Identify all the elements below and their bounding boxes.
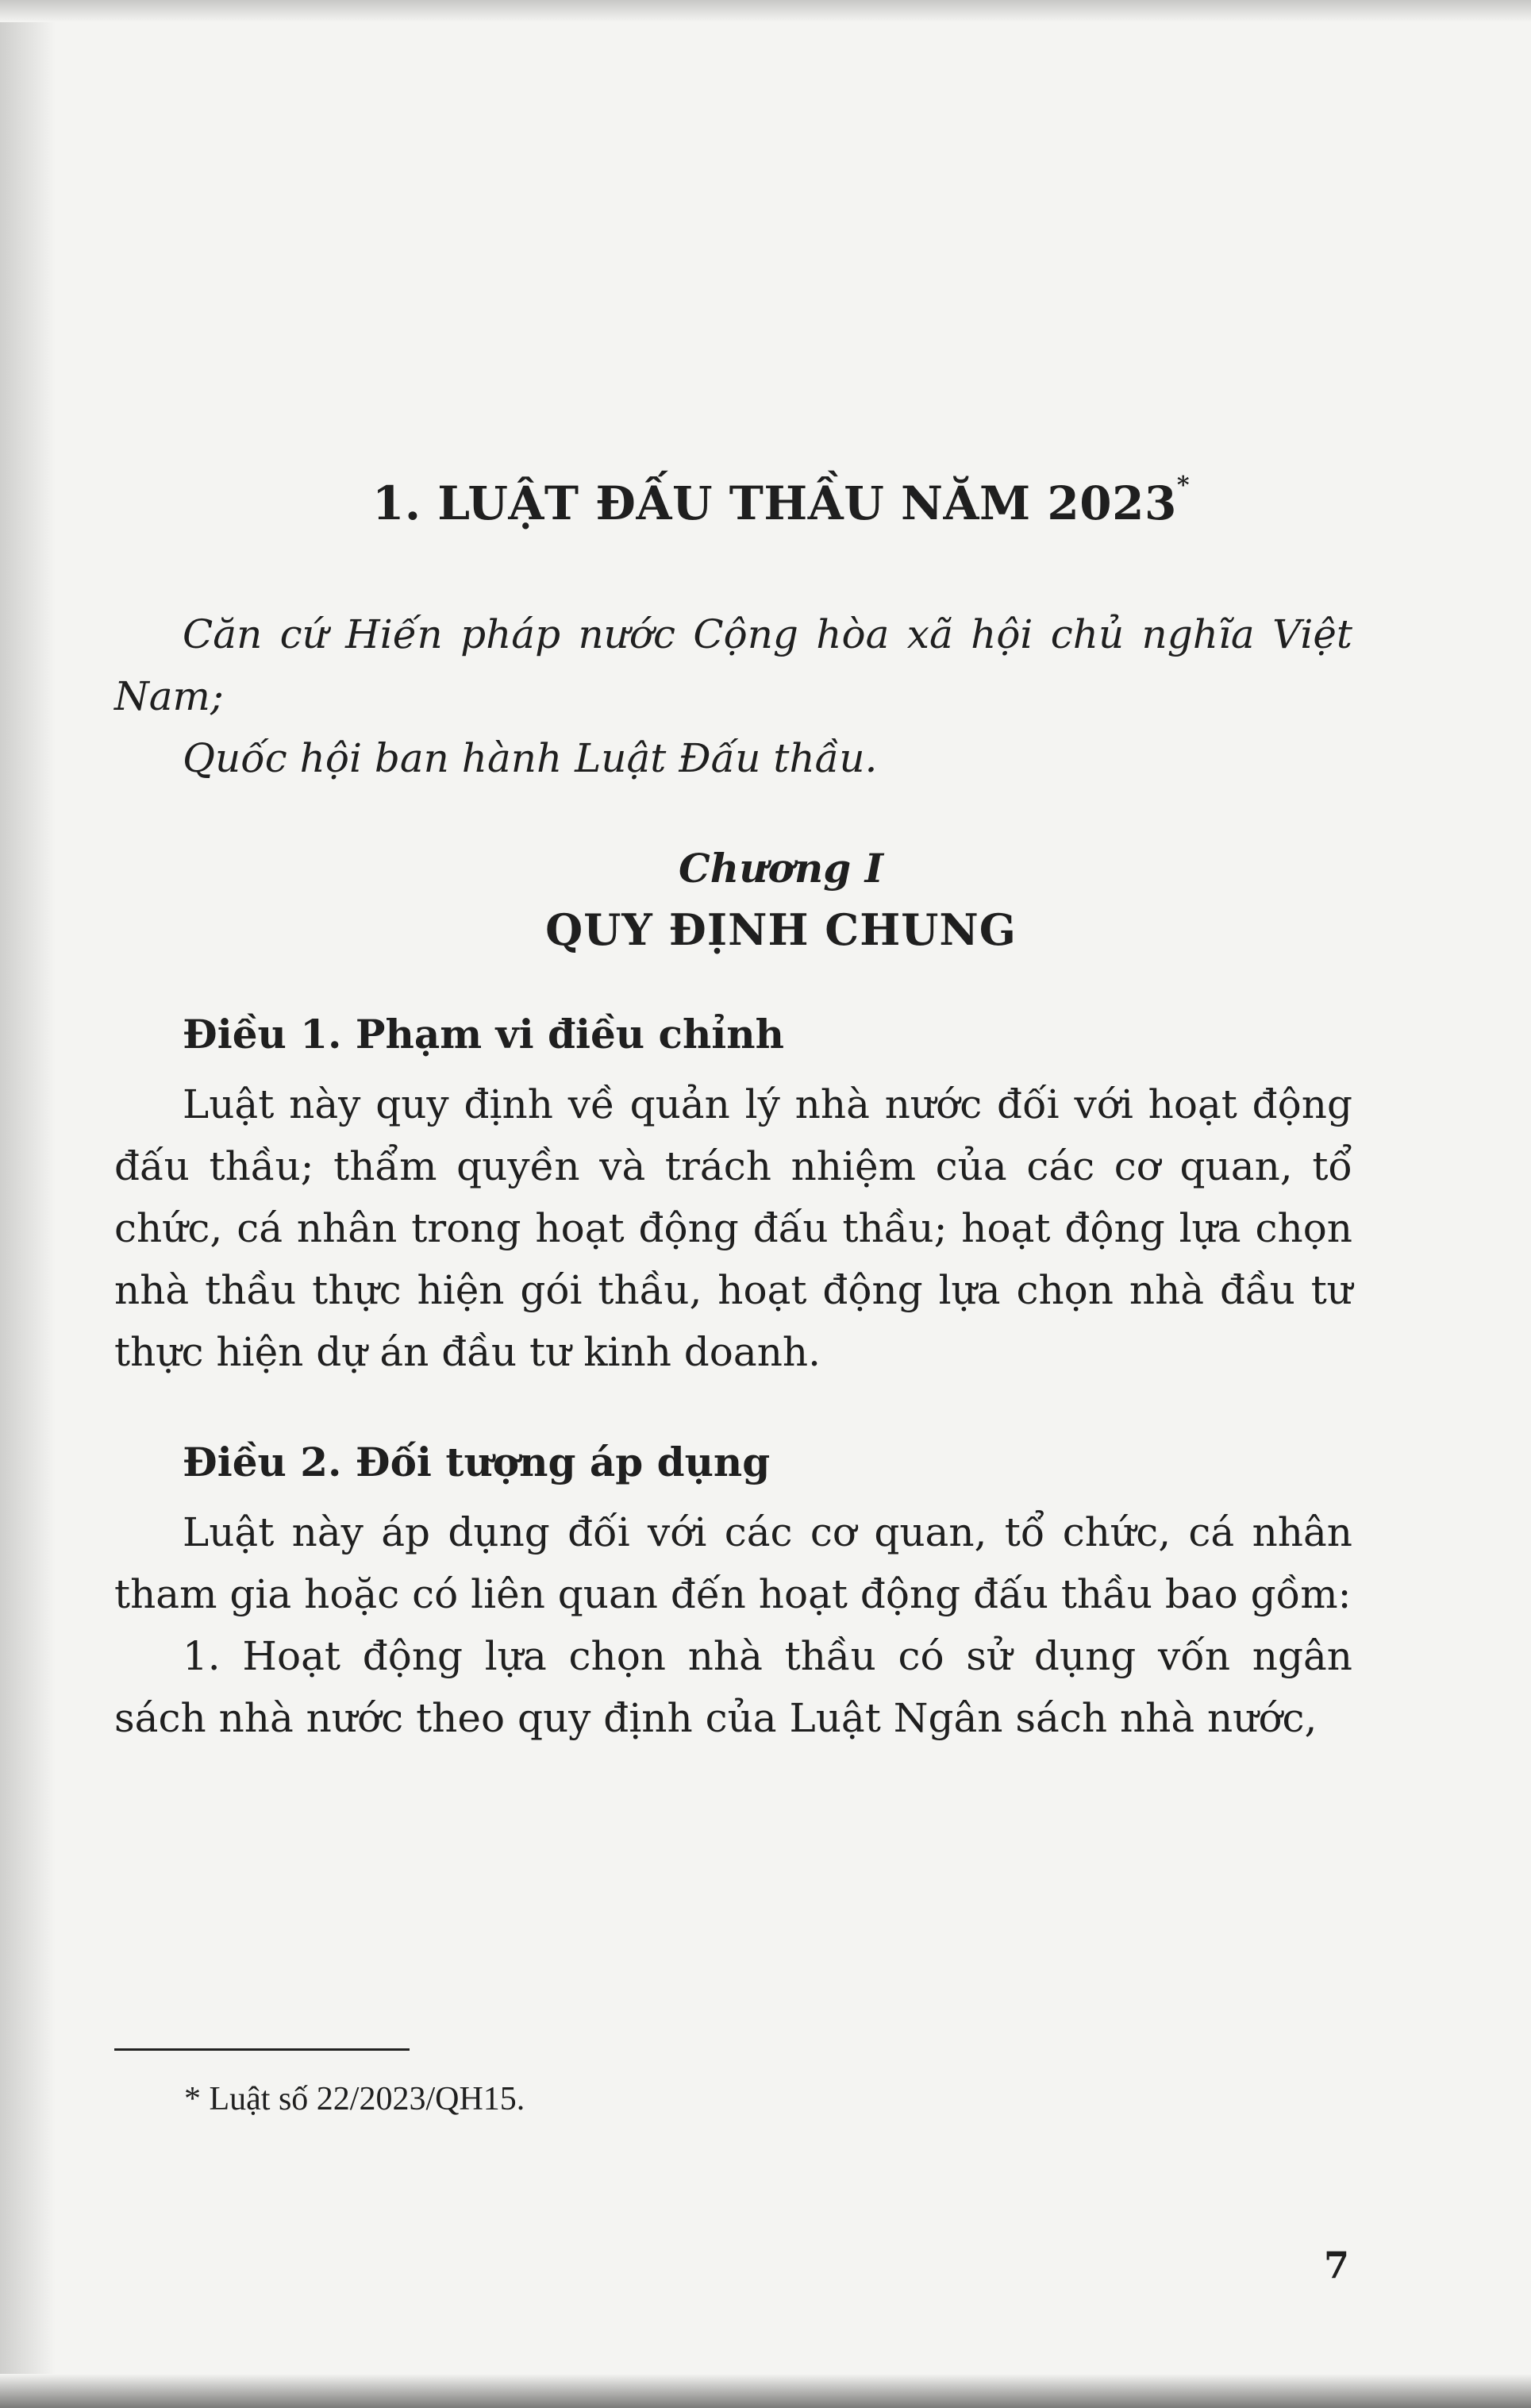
article-2-item-1: 1. Hoạt động lựa chọn nhà thầu có sử dụng vốn ngân sách nhà nước theo quy định của Luật Ngân sách nhà nước,: [114, 1633, 1352, 1741]
page-number: 7: [1324, 2244, 1350, 2287]
page-content: [114, 472, 1352, 1749]
preamble-line-1: Căn cứ Hiến pháp nước Cộng hòa xã hội chủ nghĩa Việt Nam;: [114, 611, 1352, 719]
article-1-title: Điều 1. Phạm vi điều chỉnh: [183, 1011, 785, 1058]
preamble-line-2: Quốc hội ban hành Luật Đấu thầu.: [183, 735, 878, 781]
page-gutter-shadow: [0, 0, 56, 2408]
law-heading: [114, 472, 1352, 530]
footnote-divider: [114, 2048, 410, 2051]
footnote: * Luật số 22/2023/QH15.: [184, 2081, 525, 2117]
chapter-number: Chương I: [679, 845, 883, 892]
footnote-marker: *: [1176, 472, 1191, 499]
law-heading-text: 1. LUẬT ĐẤU THẦU NĂM 2023: [371, 476, 1177, 530]
page-bottom-edge: [0, 2374, 1531, 2408]
page-top-edge: [0, 0, 1531, 22]
article-2-text: Luật này áp dụng đối với các cơ quan, tổ chức, cá nhân tham gia hoặc có liên quan đến hoạt động đấu thầu bao gồm:: [114, 1509, 1352, 1617]
article-2-title: Điều 2. Đối tượng áp dụng: [183, 1439, 771, 1485]
chapter-title: QUY ĐỊNH CHUNG: [545, 904, 1017, 955]
article-1-text: Luật này quy định về quản lý nhà nước đối với hoạt động đấu thầu; thẩm quyền và trách nhiệm của các cơ quan, tổ chức, cá nhân trong hoạt động đấu thầu; hoạt động lựa chọn nhà thầu thực hiện gói thầu, hoạt động lựa chọn nhà đầu tư thực hiện dự án đầu tư kinh doanh.: [114, 1081, 1352, 1375]
